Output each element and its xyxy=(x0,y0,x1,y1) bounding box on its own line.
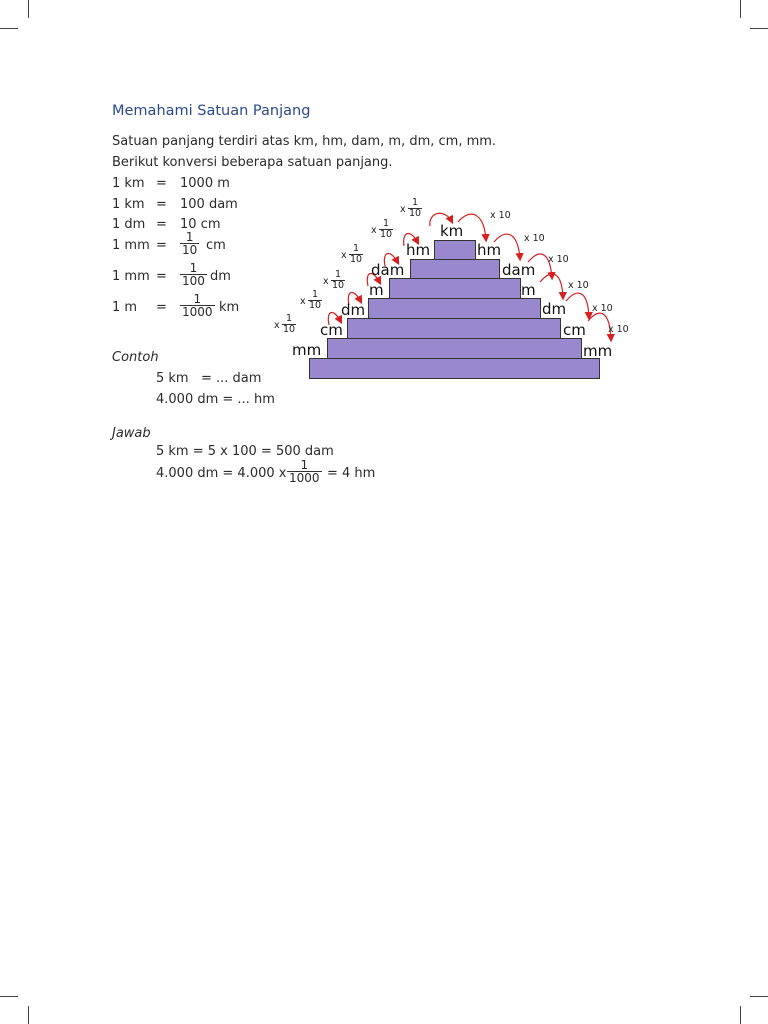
down-arrow xyxy=(566,293,589,318)
conversion-lhs: 1 mm xyxy=(112,269,150,284)
conversion-rhs: 1000 m xyxy=(180,176,230,191)
conversion-lhs: 1 km xyxy=(112,176,145,191)
conversion-eq: = xyxy=(156,217,167,232)
conversion-eq: = xyxy=(156,176,167,191)
conversion-lhs: 1 mm xyxy=(112,238,150,253)
multiplier-x10: x 10 xyxy=(490,210,511,221)
multiplier-x10: x 10 xyxy=(548,254,569,265)
multiplier-prefix: x xyxy=(323,276,329,287)
answer-heading: Jawab xyxy=(112,426,151,441)
answer-line: 5 km = 5 x 100 = 500 dam xyxy=(156,444,334,459)
conversion-rhs: 10 cm xyxy=(180,217,221,232)
multiplier-fraction xyxy=(408,198,422,219)
intro-line: Satuan panjang terdiri atas km, hm, dam, m, dm, cm, mm. xyxy=(112,134,497,149)
example-line: 4.000 dm = ... hm xyxy=(156,392,275,407)
answer-suffix: = 4 hm xyxy=(327,466,376,481)
conversion-unit: dm xyxy=(210,269,231,284)
unit-label-right: hm xyxy=(477,241,502,259)
fraction-numerator: 1 xyxy=(185,230,194,244)
multiplier-prefix: x xyxy=(274,320,280,331)
conversion-lhs: 1 dm xyxy=(112,217,146,232)
conversion-eq: = xyxy=(156,300,167,315)
multiplier-x10: x 10 xyxy=(568,280,589,291)
fraction-numerator: 1 xyxy=(193,292,202,306)
multiplier-denominator: 10 xyxy=(350,254,363,265)
multiplier-fraction xyxy=(308,290,322,311)
multiplier-fraction xyxy=(379,219,393,240)
multiplier-numerator: 1 xyxy=(335,269,342,280)
multiplier-numerator: 1 xyxy=(353,243,360,254)
multiplier-denominator: 10 xyxy=(332,280,345,291)
unit-label-right: m xyxy=(521,281,536,299)
multiplier-fraction xyxy=(331,270,345,291)
conversion-unit: cm xyxy=(206,238,226,253)
unit-label-right: cm xyxy=(563,321,586,339)
multiplier-fraction xyxy=(349,244,363,265)
multiplier-denominator: 10 xyxy=(409,208,422,219)
multiplier-numerator: 1 xyxy=(312,289,319,300)
multiplier-prefix: x xyxy=(341,250,347,261)
conversion-eq: = xyxy=(156,197,167,212)
unit-label-right: dam xyxy=(502,261,536,279)
multiplier-x10: x 10 xyxy=(608,324,629,335)
conversion-eq: = xyxy=(156,238,167,253)
multiplier-prefix: x xyxy=(371,225,377,236)
multiplier-denominator: 10 xyxy=(309,300,322,311)
fraction-denominator: 1000 xyxy=(289,471,320,485)
multiplier-denominator: 10 xyxy=(283,324,296,335)
example-heading: Contoh xyxy=(112,350,159,365)
multiplier-fraction xyxy=(282,314,296,335)
multiplier-x10: x 10 xyxy=(524,233,545,244)
conversion-lhs: 1 m xyxy=(112,300,138,315)
fraction-denominator: 100 xyxy=(182,274,205,288)
conversion-lhs: 1 km xyxy=(112,197,145,212)
fraction-denominator: 1000 xyxy=(182,305,213,319)
multiplier-numerator: 1 xyxy=(383,218,390,229)
conversion-unit: km xyxy=(219,300,240,315)
unit-label-left: dm xyxy=(341,301,366,319)
conversion-rhs: 100 dam xyxy=(180,197,238,212)
multiplier-numerator: 1 xyxy=(286,313,293,324)
fraction-numerator: 1 xyxy=(300,458,309,472)
multiplier-prefix: x xyxy=(400,204,406,215)
example-line: 5 km = ... dam xyxy=(156,371,262,386)
fraction-denominator: 10 xyxy=(182,243,198,257)
unit-label-left: cm xyxy=(320,321,343,339)
multiplier-prefix: x xyxy=(300,296,306,307)
multiplier-x10: x 10 xyxy=(592,303,613,314)
unit-label-left: m xyxy=(369,281,384,299)
unit-label-left: mm xyxy=(292,341,322,359)
conversion-eq: = xyxy=(156,269,167,284)
multiplier-numerator: 1 xyxy=(412,197,419,208)
unit-label-right: dm xyxy=(542,300,567,318)
fraction-numerator: 1 xyxy=(189,261,198,275)
multiplier-denominator: 10 xyxy=(380,229,393,240)
unit-label-left: km xyxy=(440,222,464,240)
answer-prefix: 4.000 dm = 4.000 x xyxy=(156,466,287,481)
intro-line: Berikut konversi beberapa satuan panjang. xyxy=(112,155,393,170)
unit-label-right: mm xyxy=(583,342,613,360)
page-title: Memahami Satuan Panjang xyxy=(112,103,311,119)
unit-label-left: dam xyxy=(371,261,405,279)
unit-label-left: hm xyxy=(406,241,431,259)
